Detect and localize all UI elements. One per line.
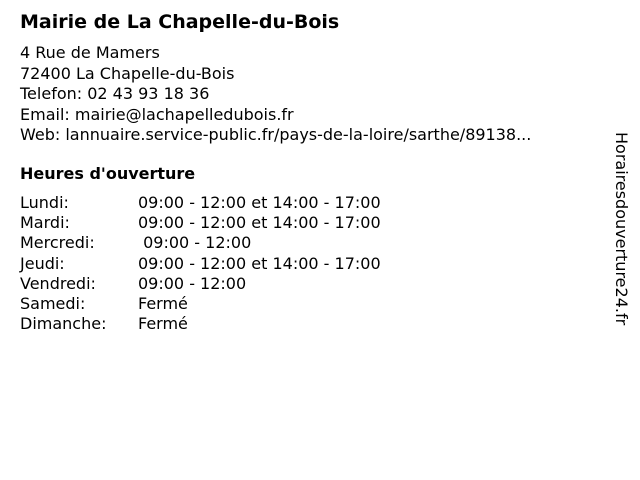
street-address: 4 Rue de Mamers [20, 43, 160, 62]
day-label: Lundi: [20, 193, 69, 212]
hours-row-dimanche [20, 314, 381, 334]
hours-row-vendredi [20, 274, 381, 294]
brand-watermark: Horairesdouverture24.fr [612, 132, 631, 326]
day-hours: Fermé [138, 294, 188, 314]
day-hours: Fermé [138, 314, 188, 334]
hours-row-mardi [20, 213, 381, 233]
page-title: Mairie de La Chapelle-du-Bois [20, 11, 340, 33]
hours-row-mercredi [20, 233, 381, 253]
hours-row-jeudi [20, 254, 381, 274]
email-address: Email: mairie@lachapelledubois.fr [20, 104, 294, 124]
day-label: Dimanche: [20, 314, 107, 334]
hours-heading: Heures d'ouverture [20, 164, 196, 183]
day-hours: 09:00 - 12:00 et 14:00 - 17:00 [138, 193, 381, 212]
opening-hours-table [20, 193, 381, 334]
website-url: Web: lannuaire.service-public.fr/pays-de-la-loire/sarthe/89138... [20, 125, 532, 144]
day-label: Samedi: [20, 294, 86, 314]
hours-row-samedi [20, 294, 381, 314]
day-hours: 09:00 - 12:00 [138, 233, 252, 253]
day-hours: 09:00 - 12:00 et 14:00 - 17:00 [138, 213, 381, 233]
contact-block [20, 43, 531, 146]
day-label: Jeudi: [20, 253, 65, 273]
day-label: Vendredi: [20, 273, 96, 293]
phone-number: Telefon: 02 43 93 18 36 [20, 84, 210, 103]
hours-row-lundi [20, 193, 381, 213]
city-address: 72400 La Chapelle-du-Bois [20, 63, 235, 83]
day-label: Mercredi: [20, 233, 95, 253]
day-hours: 09:00 - 12:00 [138, 273, 247, 293]
day-label: Mardi: [20, 213, 70, 233]
day-hours: 09:00 - 12:00 et 14:00 - 17:00 [138, 253, 381, 273]
